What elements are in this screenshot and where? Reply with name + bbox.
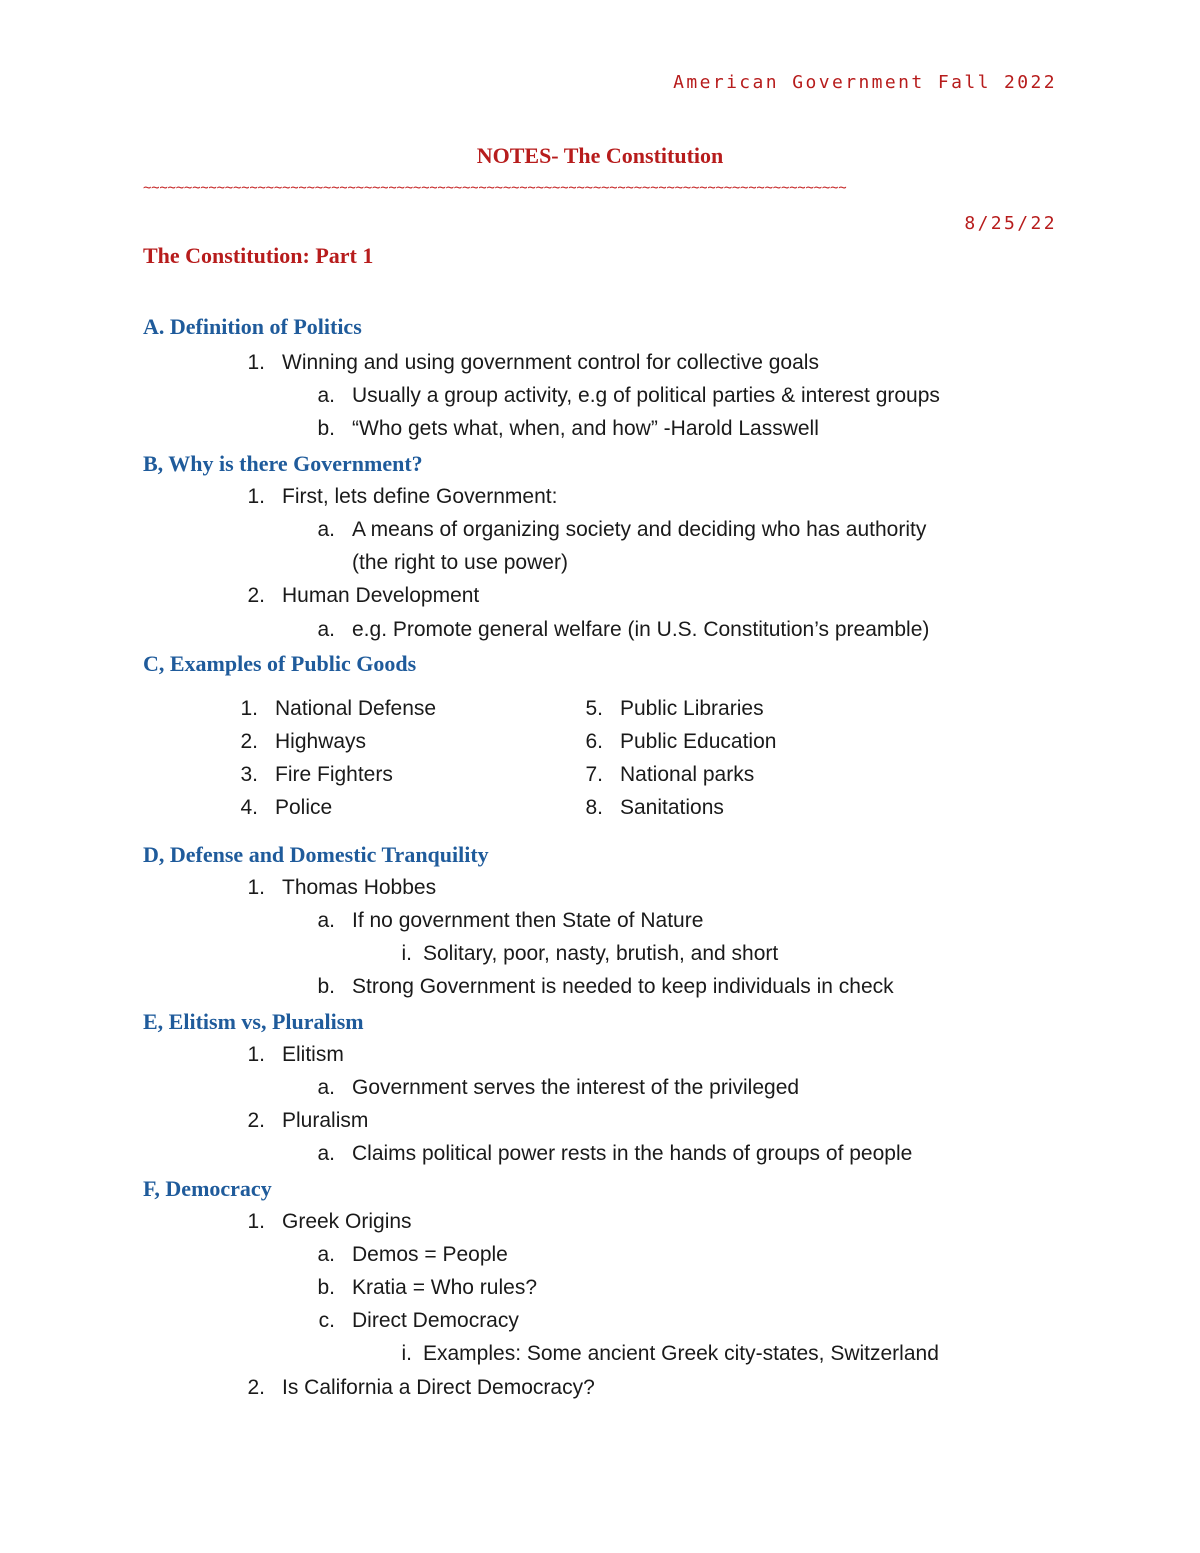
list-marker: 5. bbox=[585, 697, 603, 720]
list-text: Police bbox=[275, 796, 333, 819]
list-text: Human Development bbox=[282, 584, 480, 607]
list-marker: a. bbox=[317, 1076, 335, 1099]
list-text: Public Libraries bbox=[620, 697, 764, 720]
list-text: National parks bbox=[620, 763, 755, 786]
list-marker: b. bbox=[317, 417, 335, 440]
list-text: Solitary, poor, nasty, brutish, and short bbox=[423, 942, 779, 965]
list-text: If no government then State of Nature bbox=[352, 909, 704, 932]
list-marker: a. bbox=[317, 909, 335, 932]
section-heading-e: E, Elitism vs, Pluralism bbox=[143, 1009, 364, 1034]
list-text: Direct Democracy bbox=[352, 1309, 519, 1332]
list-text: Highways bbox=[275, 730, 367, 753]
list-text: Is California a Direct Democracy? bbox=[282, 1376, 595, 1399]
list-text: Greek Origins bbox=[282, 1210, 412, 1233]
list-marker: 2. bbox=[247, 584, 265, 607]
course-header: American Government Fall 2022 bbox=[673, 72, 1057, 93]
section-heading-a: A. Definition of Politics bbox=[143, 314, 362, 339]
list-marker: 1. bbox=[247, 1043, 265, 1066]
list-text: Elitism bbox=[282, 1043, 344, 1066]
list-marker: a. bbox=[317, 518, 335, 541]
part-heading: The Constitution: Part 1 bbox=[143, 243, 374, 268]
list-marker: 1. bbox=[247, 876, 265, 899]
list-marker: 1. bbox=[247, 485, 265, 508]
list-marker: c. bbox=[318, 1309, 335, 1332]
list-text: Government serves the interest of the privileged bbox=[352, 1076, 800, 1099]
list-marker: a. bbox=[317, 384, 335, 407]
list-text: National Defense bbox=[275, 697, 437, 720]
list-text: Pluralism bbox=[282, 1109, 369, 1132]
list-marker: 1. bbox=[247, 351, 265, 374]
list-text: Thomas Hobbes bbox=[282, 876, 437, 899]
page-title: NOTES- The Constitution bbox=[476, 143, 724, 168]
list-marker: i. bbox=[401, 1342, 412, 1365]
section-heading-b: B, Why is there Government? bbox=[143, 451, 423, 476]
section-heading-c: C, Examples of Public Goods bbox=[143, 651, 417, 676]
section-heading-f: F, Democracy bbox=[143, 1176, 272, 1201]
tilde-divider: ~~~~~~~~~~~~~~~~~~~~~~~~~~~~~~~~~~~~~~~~~~~~~~~~~~~~~~~~~~~~~~~~~~~~~~~~~~~~~~~~~~~~~~ bbox=[143, 180, 847, 196]
list-marker: 8. bbox=[585, 796, 603, 819]
list-text: Kratia = Who rules? bbox=[352, 1276, 538, 1299]
list-marker: a. bbox=[317, 618, 335, 641]
list-marker: 2. bbox=[240, 730, 258, 753]
list-marker: 1. bbox=[240, 697, 258, 720]
list-marker: 6. bbox=[585, 730, 603, 753]
section-heading-d: D, Defense and Domestic Tranquility bbox=[143, 842, 489, 867]
list-text: Fire Fighters bbox=[275, 763, 393, 786]
list-text: “Who gets what, when, and how” -Harold Lasswell bbox=[352, 417, 819, 440]
list-marker: a. bbox=[317, 1142, 335, 1165]
list-marker: b. bbox=[317, 1276, 335, 1299]
list-text: Public Education bbox=[620, 730, 777, 753]
list-marker: 3. bbox=[240, 763, 258, 786]
list-marker: 1. bbox=[247, 1210, 265, 1233]
list-marker: 2. bbox=[247, 1376, 265, 1399]
list-text: Demos = People bbox=[352, 1243, 508, 1266]
list-text: First, lets define Government: bbox=[282, 485, 558, 508]
list-marker: 2. bbox=[247, 1109, 265, 1132]
list-text: Claims political power rests in the hands of groups of people bbox=[352, 1142, 913, 1165]
notes-date: 8/25/22 bbox=[964, 213, 1057, 234]
list-marker: a. bbox=[317, 1243, 335, 1266]
list-text: A means of organizing society and deciding who has authority bbox=[352, 518, 927, 541]
list-text: Examples: Some ancient Greek city-states, Switzerland bbox=[423, 1342, 939, 1365]
list-text: Strong Government is needed to keep individuals in check bbox=[352, 975, 894, 998]
list-marker: b. bbox=[317, 975, 335, 998]
list-marker: 4. bbox=[240, 796, 258, 819]
list-text: Winning and using government control for collective goals bbox=[282, 351, 819, 374]
list-text: Sanitations bbox=[620, 796, 724, 819]
list-text: (the right to use power) bbox=[352, 551, 568, 574]
list-marker: 7. bbox=[585, 763, 603, 786]
list-text: Usually a group activity, e.g of political parties & interest groups bbox=[352, 384, 940, 407]
list-text: e.g. Promote general welfare (in U.S. Constitution’s preamble) bbox=[352, 618, 930, 641]
list-marker: i. bbox=[401, 942, 412, 965]
